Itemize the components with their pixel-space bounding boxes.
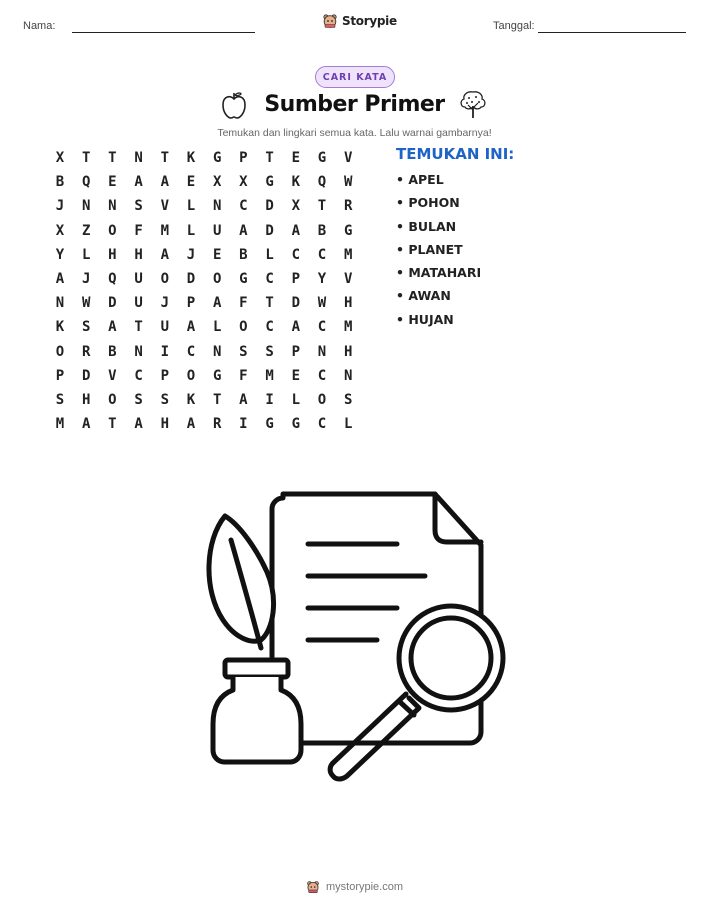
grid-letter[interactable]: S [81, 319, 91, 336]
grid-letter[interactable]: O [317, 392, 327, 408]
grid-letter[interactable]: O [212, 271, 222, 287]
grid-letter[interactable]: A [239, 222, 248, 239]
grid-letter[interactable]: U [134, 271, 143, 287]
grid-letter[interactable]: C [317, 416, 327, 433]
grid-letter[interactable]: P [55, 367, 65, 384]
grid-letter[interactable]: L [212, 319, 222, 336]
grid-letter[interactable]: O [55, 343, 65, 360]
grid-letter[interactable]: C [317, 246, 327, 263]
grid-letter[interactable]: S [55, 392, 65, 408]
grid-letter[interactable]: S [265, 343, 274, 360]
grid-letter[interactable]: A [134, 174, 143, 191]
grid-letter[interactable]: Z [81, 222, 91, 239]
grid-letter[interactable]: A [160, 174, 170, 191]
ink-bottle-icon [213, 660, 301, 762]
word-item: • APEL [396, 172, 444, 187]
grid-letter[interactable]: A [212, 295, 222, 312]
grid-letter[interactable]: B [108, 343, 117, 360]
page-title: Sumber Primer [264, 92, 445, 117]
word-item: • HUJAN [396, 311, 454, 327]
grid-letter[interactable]: T [81, 150, 91, 166]
grid-letter[interactable]: C [265, 271, 274, 287]
grid-letter[interactable]: K [186, 150, 196, 166]
grid-letter[interactable]: S [343, 392, 353, 408]
grid-letter[interactable]: H [108, 246, 117, 263]
grid-letter[interactable]: O [108, 222, 117, 239]
grid-letter[interactable]: G [291, 416, 301, 433]
grid-letter[interactable]: N [212, 198, 222, 215]
storypie-logo [322, 13, 397, 29]
grid-letter[interactable]: O [160, 271, 170, 287]
grid-letter[interactable]: W [81, 295, 91, 312]
grid-letter[interactable]: V [160, 198, 170, 215]
tree-icon [458, 88, 488, 124]
grid-letter[interactable]: C [239, 198, 248, 215]
grid-letter[interactable]: A [55, 271, 65, 287]
grid-letter[interactable]: H [343, 343, 353, 360]
grid-letter[interactable]: O [239, 319, 248, 336]
grid-letter[interactable]: Q [108, 271, 117, 287]
word-list [396, 172, 481, 335]
quill-pen-icon [209, 516, 274, 648]
grid-letter[interactable]: Q [317, 174, 327, 191]
grid-letter[interactable]: E [291, 150, 301, 166]
grid-letter[interactable]: T [265, 150, 274, 166]
grid-letter[interactable]: R [81, 343, 91, 360]
grid-letter[interactable]: V [108, 367, 117, 384]
grid-letter[interactable]: Y [317, 271, 327, 287]
grid-letter[interactable]: A [108, 319, 117, 336]
storypie-mascot-icon [322, 13, 338, 29]
word-item: • POHON [396, 195, 460, 211]
grid-letter[interactable]: S [134, 392, 143, 408]
grid-letter[interactable]: R [343, 198, 353, 215]
grid-letter[interactable]: E [108, 174, 117, 191]
grid-letter[interactable]: L [186, 222, 196, 239]
activity-badge: CARI KATA [315, 66, 395, 88]
grid-letter[interactable]: G [265, 416, 274, 433]
grid-letter[interactable]: S [134, 198, 143, 215]
grid-letter[interactable]: F [134, 222, 143, 239]
grid-letter[interactable]: C [317, 319, 327, 336]
grid-letter[interactable]: G [317, 150, 327, 166]
grid-letter[interactable]: I [160, 343, 170, 360]
grid-letter[interactable]: G [212, 367, 222, 384]
grid-letter[interactable]: B [317, 222, 327, 239]
grid-letter[interactable]: B [55, 174, 65, 191]
grid-letter[interactable]: P [186, 295, 196, 312]
grid-letter[interactable]: L [265, 246, 274, 263]
grid-letter[interactable]: D [291, 295, 301, 312]
grid-letter[interactable]: T [317, 198, 327, 215]
grid-letter[interactable]: U [160, 319, 170, 336]
grid-letter[interactable]: H [134, 246, 143, 263]
grid-letter[interactable]: P [160, 367, 170, 384]
grid-letter[interactable]: N [343, 367, 353, 384]
grid-letter[interactable]: G [265, 174, 274, 191]
word-item: • AWAN [396, 288, 451, 304]
grid-letter[interactable]: X [55, 222, 65, 239]
grid-letter[interactable]: M [343, 319, 353, 336]
word-item: • BULAN [396, 218, 457, 234]
grid-letter[interactable]: H [81, 392, 91, 408]
grid-letter[interactable]: C [186, 343, 196, 360]
grid-letter[interactable]: N [55, 295, 65, 312]
grid-letter[interactable]: D [265, 198, 274, 215]
grid-letter[interactable]: N [81, 198, 91, 215]
grid-letter[interactable]: K [291, 174, 301, 191]
grid-letter[interactable]: M [265, 367, 274, 384]
grid-letter[interactable]: R [212, 416, 222, 433]
grid-letter[interactable]: O [186, 367, 196, 384]
grid-letter[interactable]: N [108, 198, 117, 215]
grid-letter[interactable]: D [265, 222, 274, 239]
grid-letter[interactable]: S [239, 343, 248, 360]
grid-letter[interactable]: P [291, 271, 301, 287]
grid-letter[interactable]: A [160, 246, 170, 263]
grid-letter[interactable]: N [134, 150, 143, 166]
grid-letter[interactable]: E [186, 174, 196, 191]
grid-letter[interactable]: A [81, 416, 91, 433]
grid-letter[interactable]: G [212, 150, 222, 166]
grid-letter[interactable]: C [317, 367, 327, 384]
grid-letter[interactable]: T [265, 295, 274, 312]
date-label: Tanggal: [493, 20, 535, 32]
grid-letter[interactable]: J [160, 295, 170, 312]
word-item: • MATAHARI [396, 265, 482, 281]
grid-letter[interactable]: W [343, 174, 353, 191]
grid-letter[interactable]: P [239, 150, 248, 166]
grid-letter[interactable]: G [343, 222, 353, 239]
grid-letter[interactable]: K [186, 392, 196, 408]
name-label: Nama: [23, 20, 56, 32]
grid-letter[interactable]: I [239, 416, 248, 433]
grid-letter[interactable]: O [108, 392, 117, 408]
grid-letter[interactable]: H [343, 295, 353, 312]
grid-letter[interactable]: X [239, 174, 248, 191]
grid-letter[interactable]: S [160, 392, 170, 408]
grid-letter[interactable]: T [212, 392, 222, 408]
grid-letter[interactable]: F [239, 295, 248, 312]
storypie-mascot-icon [306, 880, 320, 894]
grid-letter[interactable]: L [186, 198, 196, 215]
grid-letter[interactable]: W [317, 295, 327, 312]
grid-letter[interactable]: E [291, 367, 301, 384]
grid-letter[interactable]: A [186, 416, 196, 433]
word-list-title: TEMUKAN INI: [396, 145, 515, 163]
grid-letter[interactable]: X [291, 198, 301, 215]
grid-letter[interactable]: T [134, 319, 143, 336]
grid-letter[interactable]: J [186, 246, 196, 263]
magnifying-glass-icon [330, 606, 503, 779]
brand-name: Storypie [342, 14, 397, 28]
grid-letter[interactable]: T [108, 416, 117, 433]
grid-letter[interactable]: V [343, 150, 353, 166]
grid-letter[interactable]: N [317, 343, 327, 360]
grid-letter[interactable]: A [291, 319, 301, 336]
grid-letter[interactable]: U [212, 222, 222, 239]
grid-letter[interactable]: I [265, 392, 274, 408]
grid-letter[interactable]: F [239, 367, 248, 384]
grid-letter[interactable]: M [343, 246, 353, 263]
grid-letter[interactable]: Y [55, 246, 65, 263]
grid-letter[interactable]: A [291, 222, 301, 239]
grid-letter[interactable]: A [134, 416, 143, 433]
grid-letter[interactable]: U [134, 295, 143, 312]
grid-letter[interactable]: J [81, 271, 91, 287]
primary-source-illustration [195, 480, 515, 790]
grid-letter[interactable]: P [291, 343, 301, 360]
grid-letter[interactable]: K [55, 319, 65, 336]
grid-letter[interactable]: X [212, 174, 222, 191]
grid-letter[interactable]: C [291, 246, 301, 263]
grid-letter[interactable]: N [212, 343, 222, 360]
grid-letter[interactable]: Q [81, 174, 91, 191]
footer-link[interactable]: mystorypie.com [325, 881, 404, 893]
grid-letter[interactable]: L [291, 392, 301, 408]
grid-letter[interactable]: A [239, 392, 248, 408]
grid-letter[interactable]: B [239, 246, 248, 263]
grid-letter[interactable]: N [134, 343, 143, 360]
grid-letter[interactable]: X [55, 150, 65, 166]
grid-letter[interactable]: J [55, 198, 65, 215]
grid-letter[interactable]: C [134, 367, 143, 384]
grid-letter[interactable]: D [186, 271, 196, 287]
grid-letter[interactable]: L [343, 416, 353, 433]
grid-letter[interactable]: V [343, 271, 353, 287]
grid-letter[interactable]: M [55, 416, 65, 433]
instructions: Temukan dan lingkari semua kata. Lalu warnai gambarnya! [217, 127, 492, 139]
grid-letter[interactable]: T [108, 150, 117, 166]
grid-letter[interactable]: D [81, 367, 91, 384]
word-item: • PLANET [396, 241, 463, 257]
grid-letter[interactable]: M [160, 222, 170, 239]
grid-letter[interactable]: A [186, 319, 196, 336]
grid-letter[interactable]: H [160, 416, 170, 433]
footer [0, 880, 709, 894]
grid-letter[interactable]: D [108, 295, 117, 312]
grid-letter[interactable]: L [81, 246, 91, 263]
grid-letter[interactable]: T [160, 150, 170, 166]
grid-letter[interactable]: C [265, 319, 274, 336]
name-input-line[interactable] [72, 32, 255, 33]
grid-letter[interactable]: G [239, 271, 248, 287]
grid-letter[interactable]: E [212, 246, 222, 263]
date-input-line[interactable] [538, 32, 686, 33]
